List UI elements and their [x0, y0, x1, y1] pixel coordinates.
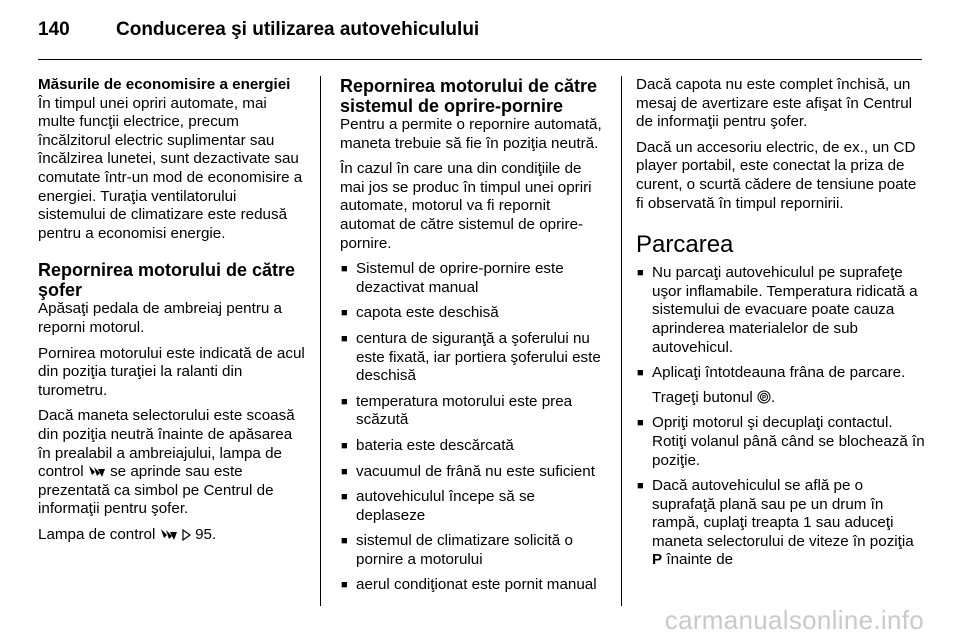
page-reference-triangle-icon — [182, 529, 191, 541]
sub-paragraph: Trageţi butonul P . — [652, 388, 776, 406]
bullet-marker: ■ — [341, 307, 348, 320]
bullet-marker: ■ — [637, 480, 644, 493]
section-heading-parking: Parcarea — [636, 231, 734, 259]
paragraph: Dacă un accesoriu electric, de ex., un CD player portabil, este conectat la priza de curent, o scurtă cădere de tensiune poate fi observată în timpul repornirii. — [636, 138, 917, 212]
list-item: ■ autovehiculul începe să se deplaseze — [341, 488, 535, 524]
column-divider-1 — [320, 76, 321, 606]
restart-conditions-list — [340, 260, 608, 595]
bullet-marker: ■ — [341, 465, 348, 478]
paragraph: În timpul unei opriri automate, mai multe funcţii electrice, precum încălzitorul electric suplimentar sau încălzirea lunetei, sunt dezactivate sau comutate într-un mod de economisire a energiei. Turaţia ventilatorului sistemului de climatizare este redusă pentru a economisi energie. — [38, 94, 303, 242]
list-item: ■ bateria este descărcată — [341, 436, 514, 454]
paragraph: Apăsaţi pedala de ambreiaj pentru a reporni motorul. — [38, 300, 283, 336]
list-item: ■ Dacă autovehiculul se află pe o suprafaţă plană sau pe un drum în rampă, cuplaţi treapta 1 sau aduceţi maneta selectorului de viteze în poziţia P înainte de — [637, 477, 914, 569]
column-1 — [38, 76, 306, 551]
page-header — [38, 12, 479, 48]
paragraph-control-lamp-reference: Lampa de control 95. — [38, 525, 217, 543]
column-divider-2 — [621, 76, 622, 606]
page-title: Conducerea şi utilizarea autovehiculului — [116, 19, 480, 40]
bullet-marker: ■ — [341, 535, 348, 548]
list-item: ■ Nu parcaţi autovehiculul pe suprafeţe uşor inflamabile. Temperatura ridicată a sistemului de evacuare poate cauza aprinderea materialelor de sub autovehicul. — [637, 264, 918, 356]
column-3 — [636, 76, 926, 577]
list-item: ■ aerul condiţionat este pornit manual — [341, 576, 597, 594]
paragraph: Pentru a permite o repornire automată, maneta trebuie să fie în poziţia neutră. — [340, 116, 602, 152]
paragraph-control-lamp: Dacă maneta selectorului este scoasă din poziţia neutră înainte de apăsarea în prealabil a ambreiajului, lampa de control se aprinde sau este prezentată ca simbol pe Centrul de informaţii pentru şofer. — [38, 407, 295, 518]
paragraph: Pornirea motorului este indicată de acul din poziţia turaţiei la ralanti din turometru. — [38, 344, 305, 399]
section-heading-driver-restart: Repornirea motorului de către şofer — [38, 260, 296, 301]
list-item: ■ capota este deschisă — [341, 304, 499, 322]
bullet-marker: ■ — [341, 579, 348, 592]
page-number: 140 — [38, 19, 70, 40]
parking-list — [636, 264, 926, 570]
paragraph: În cazul în care una din condiţiile de mai jos se produc în timpul unei opriri automate, motorul va fi repornit automat de către sistemul de oprire-pornire. — [340, 160, 592, 252]
auto-stop-lamp-icon — [88, 464, 106, 478]
watermark: carmanualsonline.info — [664, 605, 924, 635]
parking-brake-icon — [757, 390, 771, 404]
bullet-marker: ■ — [341, 263, 348, 276]
bullet-marker: ■ — [341, 395, 348, 408]
list-item: ■ temperatura motorului este prea scăzută — [341, 392, 573, 429]
bullet-marker: ■ — [341, 439, 348, 452]
list-item: ■ centura de siguranţă a şoferului nu este fixată, iar portiera şoferului este deschisă — [341, 329, 601, 385]
list-item: ■ sistemul de climatizare solicită o pornire a motorului — [341, 532, 573, 568]
section-heading-energy-saving: Măsurile de economisire a energiei — [38, 76, 291, 93]
list-item: ■ Aplicaţi întotdeauna frâna de parcare. Trageţi butonul P . — [636, 364, 926, 407]
bullet-marker: ■ — [341, 332, 348, 345]
auto-stop-lamp-icon — [160, 527, 178, 541]
list-item: ■ Sistemul de oprire-pornire este dezactivat manual — [341, 260, 564, 296]
list-item: ■ Opriţi motorul şi decuplaţi contactul. Rotiţi volanul până când se blochează în poziţie. — [637, 414, 925, 469]
svg-text:P: P — [761, 395, 767, 402]
section-heading-system-restart: Repornirea motorului de către sistemul de oprire-pornire — [340, 76, 598, 116]
paragraph: Dacă capota nu este complet închisă, un mesaj de avertizare este afişat în Centrul de informaţii pentru şofer. — [636, 76, 913, 131]
bullet-marker: ■ — [637, 367, 644, 380]
bullet-marker: ■ — [637, 267, 644, 280]
bullet-marker: ■ — [341, 491, 348, 504]
bullet-marker: ■ — [637, 417, 644, 430]
header-divider — [38, 59, 922, 60]
list-item: ■ vacuumul de frână nu este suficient — [341, 462, 595, 480]
column-2 — [340, 76, 608, 602]
